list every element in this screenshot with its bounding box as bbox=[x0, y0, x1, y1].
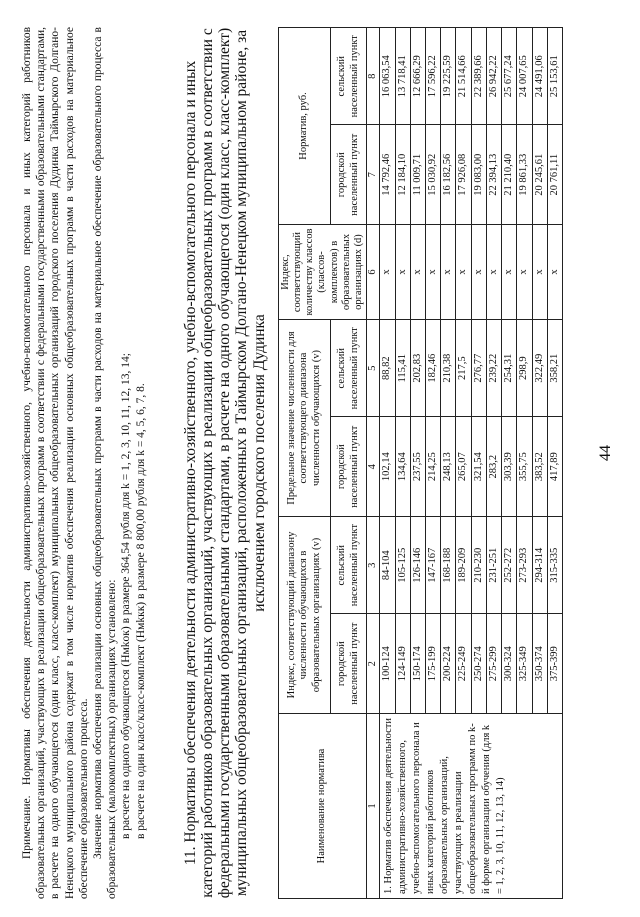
column-number: 7 bbox=[367, 125, 380, 225]
cell: x bbox=[502, 225, 517, 320]
cell: 19 861,33 bbox=[517, 125, 532, 225]
cell: 254,31 bbox=[502, 320, 517, 417]
cell: 210-230 bbox=[471, 517, 486, 614]
cell: 134,64 bbox=[395, 417, 410, 517]
norms-table bbox=[278, 27, 563, 899]
cell: 12 666,29 bbox=[410, 28, 425, 125]
cell: 237,55 bbox=[410, 417, 425, 517]
cell: 115,41 bbox=[395, 320, 410, 417]
norm-item-per-class: в расчете на один класс/класс-комплект (Нмkкк) в размере 8 800,00 рубля для k = 4, 5, 6, 7, 8. bbox=[134, 383, 147, 839]
cell: x bbox=[456, 225, 471, 320]
cell: 150-174 bbox=[410, 614, 425, 714]
header-urban: городской населенный пункт bbox=[331, 614, 367, 714]
cell: x bbox=[517, 225, 532, 320]
cell: 147-167 bbox=[426, 517, 441, 614]
norm-value-paragraph: Значение норматива обеспечения реализации основных общеобразовательных программ в части расходов на материальное обеспечение образовательного процесса в образовательных (малокомплектных) организациях установлено: bbox=[92, 27, 119, 899]
cell: 248,13 bbox=[441, 417, 456, 517]
cell: x bbox=[532, 225, 547, 320]
header-index-range: Индекс, соответствующий диапазону численности обучающихся в образовательных организациях (v) bbox=[278, 517, 330, 714]
cell: 12 184,10 bbox=[395, 125, 410, 225]
cell: x bbox=[471, 225, 486, 320]
column-number: 5 bbox=[367, 320, 380, 417]
header-rural: сельский населенный пункт bbox=[331, 28, 367, 125]
page-number: 44 bbox=[597, 445, 614, 461]
cell: 126-146 bbox=[410, 517, 425, 614]
cell: 252-272 bbox=[502, 517, 517, 614]
cell: x bbox=[410, 225, 425, 320]
table-row bbox=[380, 28, 395, 899]
cell: 300-324 bbox=[502, 614, 517, 714]
header-norm: Норматив, руб. bbox=[278, 28, 330, 225]
cell: 105-125 bbox=[395, 517, 410, 614]
column-number-row bbox=[367, 28, 380, 899]
section-title: 11. Нормативы обеспечения деятельности административно-хозяйственного, учебно-вспомогательного персонала и иных категорий работников образовательных организаций, участвующих в реализации общеобразовательных программ в соответствии с федеральными государственными образовательными стандартами, в расчете на одного обучающегося (один класс, класс-комплект) муниципальных общеобразовательных организаций, расположенных в Таймырском Долгано-Ненецком муниципальном районе, за исключением городского поселения Дудинка bbox=[181, 27, 268, 899]
header-row-1 bbox=[278, 28, 330, 899]
column-number: 2 bbox=[367, 614, 380, 714]
cell: 315-335 bbox=[547, 517, 562, 614]
row-label: 1. Норматив обеспечения деятельности административно-хозяйственного, учебно-вспомогательного персонала и иных категорий работников образовательных организаций, участвующих в реализации общеобразовательных программ по k-й форме организации обучения (для k = 1, 2, 3, 10, 11, 12, 13, 14) bbox=[380, 714, 562, 899]
cell: 294-314 bbox=[532, 517, 547, 614]
cell: 88,82 bbox=[380, 320, 395, 417]
cell: 24 007,65 bbox=[517, 28, 532, 125]
cell: 17 596,22 bbox=[426, 28, 441, 125]
cell: 102,14 bbox=[380, 417, 395, 517]
cell: 21 210,40 bbox=[502, 125, 517, 225]
cell: 168-188 bbox=[441, 517, 456, 614]
cell: 16 182,56 bbox=[441, 125, 456, 225]
cell: 273-293 bbox=[517, 517, 532, 614]
cell: 21 514,66 bbox=[456, 28, 471, 125]
cell: 20 761,11 bbox=[547, 125, 562, 225]
cell: 355,75 bbox=[517, 417, 532, 517]
cell: 13 718,41 bbox=[395, 28, 410, 125]
cell: 210,38 bbox=[441, 320, 456, 417]
cell: x bbox=[486, 225, 501, 320]
note-paragraph: Примечание. Нормативы обеспечения деятельности административно-хозяйственного, учебно-вспомогательного персонала и иных категорий работников образовательных организаций, участвующих в реализации общеобразовательных программ в соответствии с федеральными государственными образовательными стандартами, в расчете на одного обучающегося (один класс, класс-комплект) муниципальных общеобразовательных организаций городского поселения Дудинка Таймырского Долгано-Ненецкого муниципального района содержат в том числе норматив обеспечения реализации основных общеобразовательных программ в части расходов на материальное обеспечение образовательного процесса. bbox=[21, 27, 90, 899]
column-number: 1 bbox=[367, 714, 380, 899]
cell: 19 225,59 bbox=[441, 28, 456, 125]
header-urban: городской населенный пункт bbox=[331, 417, 367, 517]
column-number: 6 bbox=[367, 225, 380, 320]
norm-item-per-student: в расчете на одного обучающегося (Нмkок) в размере 364,54 рубля для k = 1, 2, 3, 10, 11, 12, 13, 14; bbox=[120, 353, 133, 839]
cell: 303,39 bbox=[502, 417, 517, 517]
cell: 239,22 bbox=[486, 320, 501, 417]
cell: 22 389,66 bbox=[471, 28, 486, 125]
cell: 25 677,24 bbox=[502, 28, 517, 125]
header-rural: сельский населенный пункт bbox=[331, 320, 367, 417]
cell: 231-251 bbox=[486, 517, 501, 614]
cell: 275-299 bbox=[486, 614, 501, 714]
cell: 217,5 bbox=[456, 320, 471, 417]
cell: 15 030,92 bbox=[426, 125, 441, 225]
cell: 16 063,54 bbox=[380, 28, 395, 125]
cell: 325-349 bbox=[517, 614, 532, 714]
cell: 22 394,13 bbox=[486, 125, 501, 225]
cell: 214,25 bbox=[426, 417, 441, 517]
cell: x bbox=[395, 225, 410, 320]
cell: 26 942,22 bbox=[486, 28, 501, 125]
cell: 189-209 bbox=[456, 517, 471, 614]
cell: 350-374 bbox=[532, 614, 547, 714]
cell: 14 792,46 bbox=[380, 125, 395, 225]
header-name: Наименование норматива bbox=[278, 714, 366, 899]
column-number: 3 bbox=[367, 517, 380, 614]
cell: 100-124 bbox=[380, 614, 395, 714]
column-number: 8 bbox=[367, 28, 380, 125]
cell: 17 926,08 bbox=[456, 125, 471, 225]
cell: 84-104 bbox=[380, 517, 395, 614]
cell: x bbox=[547, 225, 562, 320]
cell: 20 245,61 bbox=[532, 125, 547, 225]
cell: 298,9 bbox=[517, 320, 532, 417]
cell: 265,07 bbox=[456, 417, 471, 517]
cell: 358,21 bbox=[547, 320, 562, 417]
header-urban: городской населенный пункт bbox=[331, 125, 367, 225]
cell: 322,49 bbox=[532, 320, 547, 417]
cell: 175-199 bbox=[426, 614, 441, 714]
cell: 182,46 bbox=[426, 320, 441, 417]
cell: 225-249 bbox=[456, 614, 471, 714]
table-body bbox=[380, 28, 562, 899]
cell: 124-149 bbox=[395, 614, 410, 714]
header-rural: сельский населенный пункт bbox=[331, 517, 367, 614]
cell: 417,89 bbox=[547, 417, 562, 517]
cell: 19 083,00 bbox=[471, 125, 486, 225]
cell: x bbox=[426, 225, 441, 320]
rotated-document bbox=[20, 23, 605, 903]
cell: 321,54 bbox=[471, 417, 486, 517]
cell: 24 491,06 bbox=[532, 28, 547, 125]
header-class-index: Индекс, соответствующий количеству классов (классов-комплектов) в образовательных организациях (d) bbox=[278, 225, 366, 320]
cell: 276,77 bbox=[471, 320, 486, 417]
cell: x bbox=[380, 225, 395, 320]
cell: 383,52 bbox=[532, 417, 547, 517]
cell: 25 153,61 bbox=[547, 28, 562, 125]
cell: 250-274 bbox=[471, 614, 486, 714]
cell: 202,83 bbox=[410, 320, 425, 417]
cell: 283,2 bbox=[486, 417, 501, 517]
column-number: 4 bbox=[367, 417, 380, 517]
cell: 375-399 bbox=[547, 614, 562, 714]
cell: x bbox=[441, 225, 456, 320]
cell: 200-224 bbox=[441, 614, 456, 714]
cell: 11 009,71 bbox=[410, 125, 425, 225]
header-limit: Предельное значение численности для соответствующего диапазона численности обучающихся (v) bbox=[278, 320, 330, 517]
